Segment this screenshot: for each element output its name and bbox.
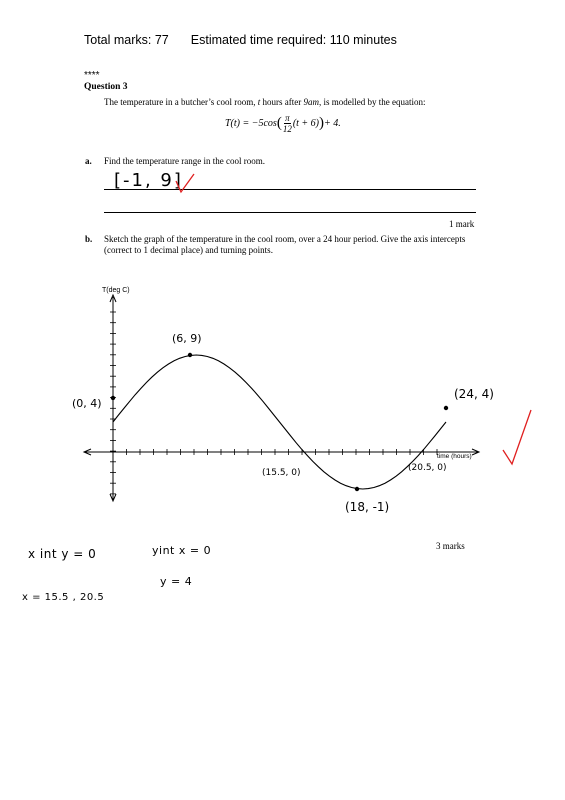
bracket-open: (: [276, 115, 282, 131]
question-title: Question 3: [84, 82, 128, 92]
total-marks: Total marks: 77: [84, 33, 169, 47]
annotation-x-int-1: (15.5, 0): [262, 468, 301, 478]
annotation-end: (24, 4): [454, 387, 494, 401]
axis-ticks: [110, 312, 437, 494]
annotation-maximum: (6, 9): [172, 332, 202, 345]
part-a-marks: 1 mark: [449, 219, 475, 229]
intro-time: 9am: [303, 97, 320, 107]
red-check-mark-a: [176, 174, 194, 192]
point-end: [444, 406, 448, 410]
part-a-handwritten-answer: [-1, 9]: [114, 170, 183, 191]
bracket-close: ): [319, 115, 325, 131]
fraction-numerator: π: [285, 113, 290, 123]
part-b-marks: 3 marks: [436, 541, 465, 551]
point-maximum: [188, 353, 192, 357]
equation-rhs: + 4.: [324, 118, 341, 129]
working-x-int: x int y = 0: [28, 547, 97, 561]
difficulty-stars: ****: [84, 70, 100, 81]
working-x-values: x = 15.5 , 20.5: [22, 592, 105, 603]
annotation-minimum: (18, -1): [345, 500, 390, 514]
part-a-label: a.: [85, 156, 92, 166]
annotation-x-int-2: (20.5, 0): [408, 463, 447, 473]
equation-inner: (t + 6): [292, 118, 320, 129]
red-check-mark-b: [503, 410, 531, 464]
y-axis-label: T(deg C): [102, 287, 130, 294]
fraction-denominator: 12: [282, 124, 292, 134]
estimated-time: Estimated time required: 110 minutes: [190, 33, 397, 47]
working-y-value: y = 4: [160, 575, 193, 588]
part-b-label: b.: [85, 234, 93, 244]
intro-text-1: The temperature in a butcher’s cool room,: [104, 97, 258, 107]
point-y-intercept: [111, 396, 115, 400]
working-y-int: yint x = 0: [152, 544, 212, 557]
intro-text-2: hours after: [260, 97, 304, 107]
x-axis-label: time (hours): [437, 453, 472, 460]
equation-lhs: T(t) = −5cos: [225, 118, 277, 129]
intro-text-3: , is modelled by the equation:: [319, 97, 426, 107]
point-minimum: [355, 487, 359, 491]
part-a-text: Find the temperature range in the cool room.: [104, 156, 265, 166]
part-b-text: Sketch the graph of the temperature in the cool room, over a 24 hour period. Give the axis intercepts (correct to 1 decimal place) and turning points.: [104, 234, 466, 255]
annotation-y-intercept: (0, 4): [72, 397, 102, 410]
intro-var-t: t: [257, 97, 261, 107]
